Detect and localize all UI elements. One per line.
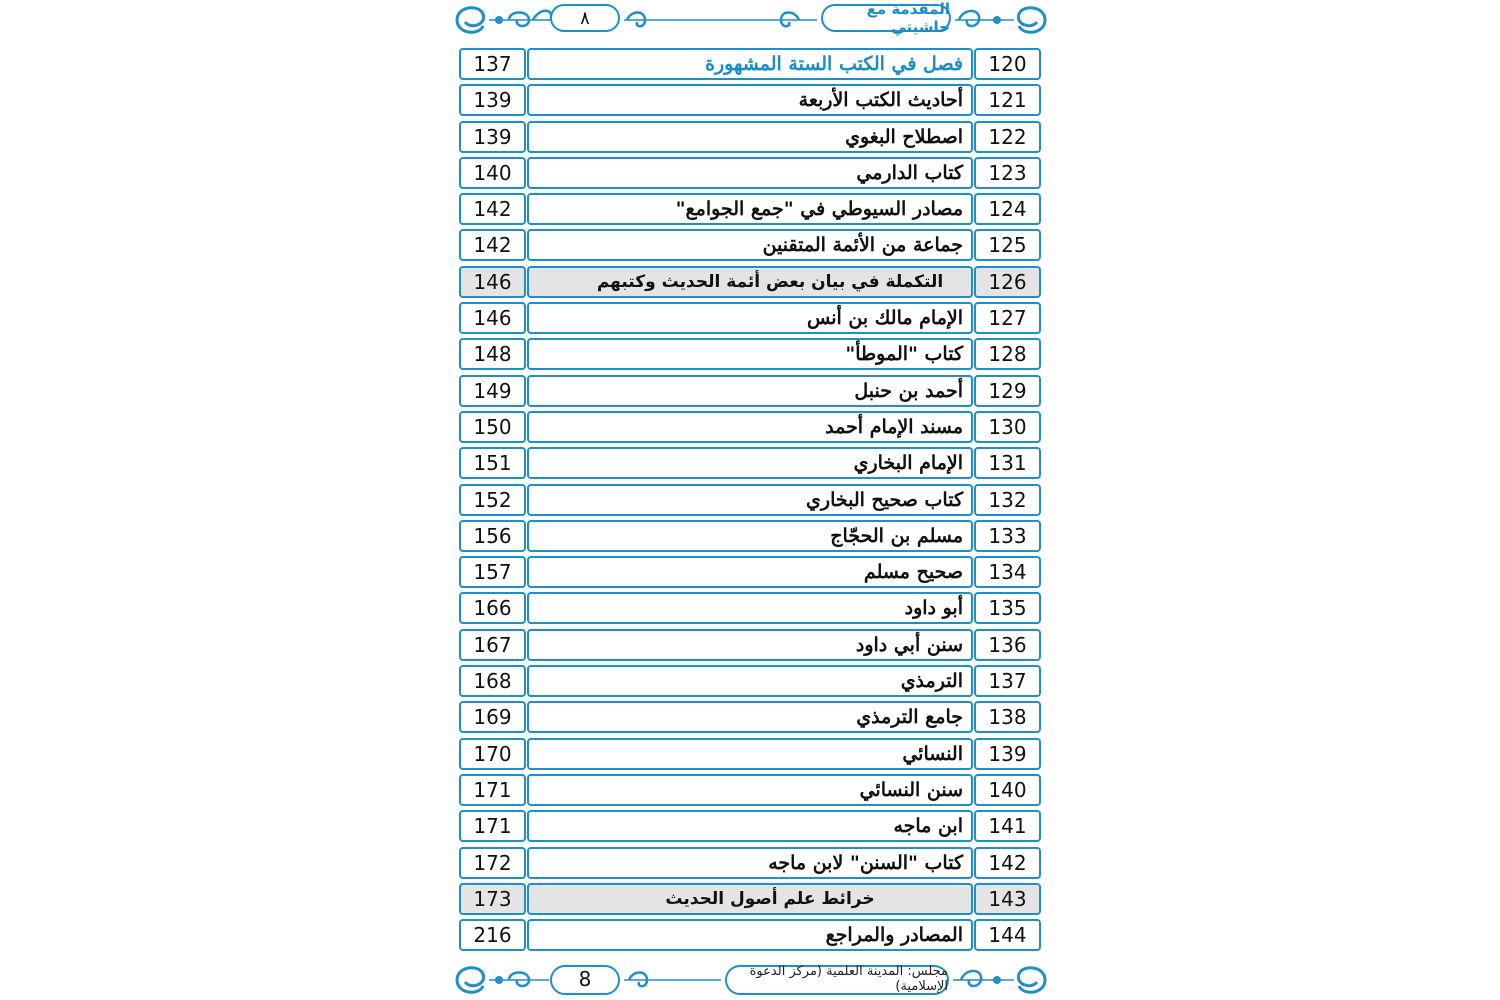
toc-row-title: الإمام مالك بن أنس bbox=[527, 302, 973, 334]
toc-row-number: 120 bbox=[974, 48, 1041, 80]
toc-row-page: 137 bbox=[459, 48, 526, 80]
toc-row bbox=[459, 845, 1041, 881]
toc-row-page: 146 bbox=[459, 266, 526, 298]
toc-row-page: 167 bbox=[459, 629, 526, 661]
toc-row bbox=[459, 554, 1041, 590]
toc-row-page: 172 bbox=[459, 847, 526, 879]
header-page-number: ٨ bbox=[580, 7, 590, 29]
footer-page-number: 8 bbox=[578, 967, 592, 991]
toc-row-page: 170 bbox=[459, 738, 526, 770]
toc-row-title: سنن أبي داود bbox=[527, 629, 973, 661]
toc-row-title: ابن ماجه bbox=[527, 810, 973, 842]
toc-row-title: المصادر والمراجع bbox=[527, 919, 973, 951]
toc-row-number: 125 bbox=[974, 229, 1041, 261]
footer-publisher: مجلس: المدينة العلمية (مركز الدعوة الإسلامية) bbox=[749, 964, 948, 994]
toc-row-number: 127 bbox=[974, 302, 1041, 334]
toc-row-page: 142 bbox=[459, 229, 526, 261]
toc-row bbox=[459, 300, 1041, 336]
toc-row-page: 139 bbox=[459, 84, 526, 116]
toc-row-title: صحيح مسلم bbox=[527, 556, 973, 588]
toc-row-title: جامع الترمذي bbox=[527, 701, 973, 733]
toc-row bbox=[459, 191, 1041, 227]
toc-row-number: 126 bbox=[974, 266, 1041, 298]
toc-row-title: اصطلاح البغوي bbox=[527, 121, 973, 153]
toc-row-title: الإمام البخاري bbox=[527, 447, 973, 479]
toc-row-number: 130 bbox=[974, 411, 1041, 443]
toc-row bbox=[459, 482, 1041, 518]
toc-row-title: كتاب صحيح البخاري bbox=[527, 484, 973, 516]
toc-row bbox=[459, 336, 1041, 372]
toc-row bbox=[459, 663, 1041, 699]
toc-row bbox=[459, 917, 1041, 953]
toc-row bbox=[459, 227, 1041, 263]
toc-row-page: 139 bbox=[459, 121, 526, 153]
toc-row-number: 142 bbox=[974, 847, 1041, 879]
toc-row bbox=[459, 373, 1041, 409]
toc-row-page: 140 bbox=[459, 157, 526, 189]
toc-row-title: كتاب الدارمي bbox=[527, 157, 973, 189]
toc-row-page: 156 bbox=[459, 520, 526, 552]
toc-row-number: 122 bbox=[974, 121, 1041, 153]
toc-row-title: النسائي bbox=[527, 738, 973, 770]
toc-row-title: سنن النسائي bbox=[527, 774, 973, 806]
toc-row-title: مصادر السيوطي في "جمع الجوامع" bbox=[527, 193, 973, 225]
toc-row-title: مسلم بن الحجّاج bbox=[527, 520, 973, 552]
toc-row-number: 139 bbox=[974, 738, 1041, 770]
toc-row-number: 133 bbox=[974, 520, 1041, 552]
toc-row bbox=[459, 881, 1041, 917]
toc-row bbox=[459, 409, 1041, 445]
toc-row-number: 138 bbox=[974, 701, 1041, 733]
toc-row bbox=[459, 590, 1041, 626]
header-title: المقدمة مع حاشيتي bbox=[866, 0, 950, 36]
toc-row-number: 131 bbox=[974, 447, 1041, 479]
toc-row bbox=[459, 119, 1041, 155]
toc-row-number: 143 bbox=[974, 883, 1041, 915]
toc-row-number: 135 bbox=[974, 592, 1041, 624]
toc-row-number: 129 bbox=[974, 375, 1041, 407]
toc-row-page: 166 bbox=[459, 592, 526, 624]
toc-row-page: 149 bbox=[459, 375, 526, 407]
toc-row-number: 136 bbox=[974, 629, 1041, 661]
toc-row bbox=[459, 445, 1041, 481]
toc-row bbox=[459, 264, 1041, 300]
toc-row-page: 151 bbox=[459, 447, 526, 479]
toc-row-title: فصل في الكتب الستة المشهورة bbox=[527, 48, 973, 80]
toc-row bbox=[459, 46, 1041, 82]
toc-row-number: 141 bbox=[974, 810, 1041, 842]
toc-row bbox=[459, 808, 1041, 844]
toc-row-title: كتاب "الموطأ" bbox=[527, 338, 973, 370]
toc-row bbox=[459, 699, 1041, 735]
toc-row-number: 132 bbox=[974, 484, 1041, 516]
toc-row-title: جماعة من الأئمة المتقنين bbox=[527, 229, 973, 261]
toc-row-page: 171 bbox=[459, 810, 526, 842]
toc-row-title: الترمذي bbox=[527, 665, 973, 697]
toc-row bbox=[459, 772, 1041, 808]
header-banner bbox=[449, 0, 1053, 40]
toc-row bbox=[459, 155, 1041, 191]
toc-row-title: خرائط علم أصول الحديث bbox=[527, 883, 973, 915]
toc-row-page: 173 bbox=[459, 883, 526, 915]
toc-row-page: 146 bbox=[459, 302, 526, 334]
toc-row-number: 124 bbox=[974, 193, 1041, 225]
toc-row-title: أحمد بن حنبل bbox=[527, 375, 973, 407]
header-ornament bbox=[449, 0, 1053, 40]
toc-row-title: أبو داود bbox=[527, 592, 973, 624]
toc-row bbox=[459, 736, 1041, 772]
toc-row-title: أحاديث الكتب الأربعة bbox=[527, 84, 973, 116]
toc-row-page: 216 bbox=[459, 919, 526, 951]
toc-row-number: 128 bbox=[974, 338, 1041, 370]
toc-row-number: 123 bbox=[974, 157, 1041, 189]
toc-row bbox=[459, 627, 1041, 663]
toc-row-title: مسند الإمام أحمد bbox=[527, 411, 973, 443]
toc-row-number: 134 bbox=[974, 556, 1041, 588]
toc-row-number: 144 bbox=[974, 919, 1041, 951]
toc-row-page: 171 bbox=[459, 774, 526, 806]
toc-row-title: التكملة في بيان بعض أئمة الحديث وكتبهم bbox=[527, 266, 973, 298]
toc-row bbox=[459, 518, 1041, 554]
toc-row bbox=[459, 82, 1041, 118]
toc-table bbox=[459, 46, 1041, 953]
toc-row-page: 148 bbox=[459, 338, 526, 370]
toc-row-page: 168 bbox=[459, 665, 526, 697]
toc-row-title: كتاب "السنن" لابن ماجه bbox=[527, 847, 973, 879]
toc-row-number: 137 bbox=[974, 665, 1041, 697]
toc-row-page: 152 bbox=[459, 484, 526, 516]
toc-row-page: 142 bbox=[459, 193, 526, 225]
toc-row-number: 121 bbox=[974, 84, 1041, 116]
toc-row-page: 150 bbox=[459, 411, 526, 443]
toc-row-page: 157 bbox=[459, 556, 526, 588]
toc-row-number: 140 bbox=[974, 774, 1041, 806]
toc-row-page: 169 bbox=[459, 701, 526, 733]
